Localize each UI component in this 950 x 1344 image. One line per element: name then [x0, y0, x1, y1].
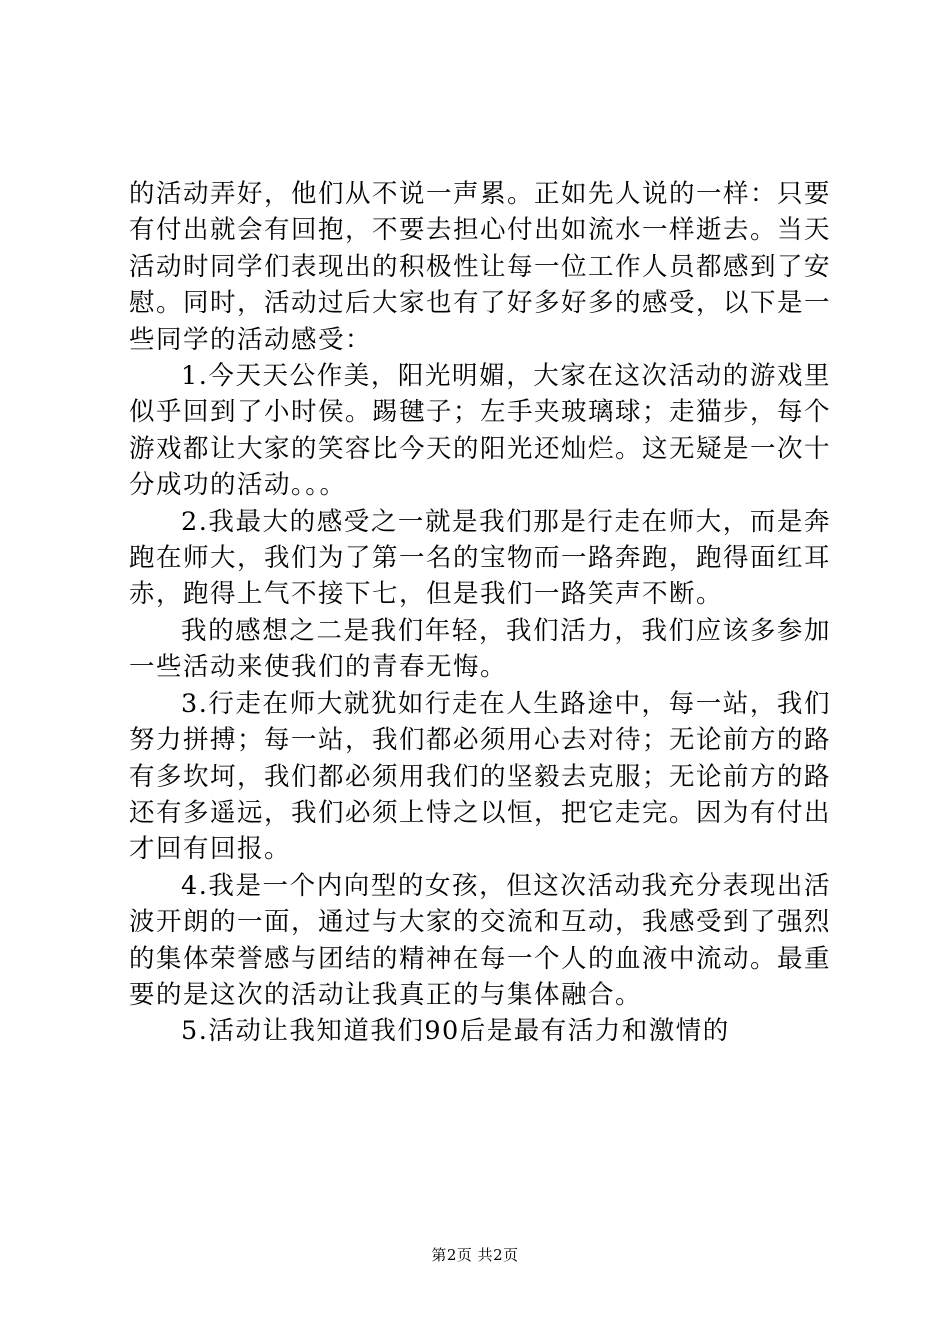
- paragraph: 5.活动让我知道我们90后是最有活力和激情的: [181, 1016, 730, 1047]
- paragraph: 2.我最大的感受之一就是我们那是行走在师大，而是奔跑在师大，我们为了第一名的宝物而一路奔跑，跑得面红耳赤，跑得上气不接下七，但是我们一路笑声不断。: [129, 506, 832, 610]
- paragraph: 1.今天天公作美，阳光明媚，大家在这次活动的游戏里似乎回到了小时侯。踢毽子；左手夹玻璃球；走猫步，每个游戏都让大家的笑容比今天的阳光还灿烂。这无疑是一次十分成功的活动。。。: [129, 361, 832, 501]
- paragraph: 3.行走在师大就犹如行走在人生路途中，每一站，我们努力拼搏；每一站，我们都必须用心去对待；无论前方的路有多坎坷，我们都必须用我们的坚毅去克服；无论前方的路还有多遥远，我们必须上恃之以恒，把它走完。因为有付出才回有回报。: [129, 688, 832, 865]
- paragraph: 的活动弄好，他们从不说一声累。正如先人说的一样：只要有付出就会有回抱，不要去担心付出如流水一样逝去。当天活动时同学们表现出的积极性让每一位工作人员都感到了安慰。同时，活动过后大家也有了好多好多的感受，以下是一些同学的活动感受：: [129, 179, 832, 355]
- paragraph: 我的感想之二是我们年轻，我们活力，我们应该多参加一些活动来使我们的青春无悔。: [129, 615, 831, 683]
- page-footer: 第2页 共2页: [431, 1246, 519, 1264]
- document-body: [129, 176, 831, 1050]
- paragraph: 4.我是一个内向型的女孩，但这次活动我充分表现出活波开朗的一面，通过与大家的交流和互动，我感受到了强烈的集体荣誉感与团结的精神在每一个人的血液中流动。最重要的是这次的活动让我真正的与集体融合。: [129, 870, 832, 1010]
